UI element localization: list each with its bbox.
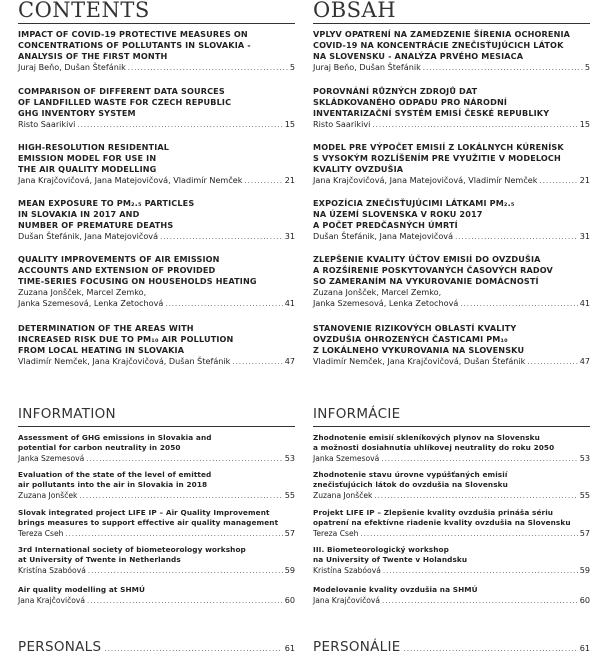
dot-leader: [360, 529, 577, 539]
entry-authors-line: [313, 356, 590, 368]
entry-authors-line: [313, 175, 590, 187]
article-entry[interactable]: [18, 323, 295, 368]
dot-leader: [527, 357, 577, 368]
entry-title-line: znečisťujúcich látok do ovzdušia na Slovensku: [313, 480, 508, 489]
page-number: 53: [284, 453, 295, 463]
entry-authors-line: [313, 453, 590, 464]
entry-authors-line: [313, 62, 590, 74]
dot-leader: [381, 454, 577, 464]
dot-leader: [232, 357, 282, 368]
entry-title: [18, 508, 295, 528]
entry-title-line: INVENTARIZAČNÍ SYSTÉM EMISÍ ČESKÉ REPUBLIKY: [313, 108, 550, 118]
page-number: 31: [284, 231, 295, 241]
entry-authors-line: [18, 62, 295, 74]
entry-title: [313, 433, 590, 453]
page-number: 47: [579, 356, 590, 366]
entry-title-line: potential for carbon neutrality in 2050: [18, 443, 181, 452]
entry-title-line: CONCENTRATIONS OF POLLUTANTS IN SLOVAKIA -: [18, 40, 251, 50]
entry-authors-line: [18, 175, 295, 187]
entry-authors-line: [18, 119, 295, 131]
page-number: 15: [579, 119, 590, 129]
entry-authors: Zuzana Jonšček: [313, 491, 373, 500]
dot-leader: [77, 120, 282, 131]
dot-leader: [79, 491, 282, 501]
entry-authors: Risto Saarikivi: [18, 119, 76, 129]
entry-authors: Janka Szemesová, Lenka Zetochová: [313, 297, 459, 308]
entry-title-line: Evaluation of the state of the level of emitted: [18, 470, 212, 479]
dot-leader: [382, 596, 578, 606]
article-entry[interactable]: [18, 254, 295, 309]
entry-title-line: brings measures to support effective air quality management: [18, 518, 279, 527]
entry-title-line: S VYSOKÝM ROZLÍŠENÍM PRE VYUŽITIE V MODELOCH: [313, 153, 561, 163]
entry-title-line: HIGH-RESOLUTION RESIDENTIAL: [18, 142, 170, 152]
article-entry[interactable]: [18, 29, 295, 74]
entry-authors-line: [18, 595, 295, 606]
contents-title: CONTENTS: [18, 0, 150, 22]
entry-authors: Vladimír Nemček, Jana Krajčovičová, Dušan Štefánik: [18, 356, 231, 366]
page-number: 60: [284, 595, 295, 605]
dot-leader: [404, 645, 577, 653]
title-rule: [18, 23, 295, 24]
entry-authors-line: [313, 231, 590, 243]
entry-title-line: a možnosti dosiahnutia uhlíkovej neutrality do roku 2050: [313, 443, 555, 452]
dot-leader: [539, 176, 577, 187]
page-number: 60: [579, 595, 590, 605]
entry-title-line: DETERMINATION OF THE AREAS WITH: [18, 323, 194, 333]
entry-title-line: OF LANDFILLED WASTE FOR CZECH REPUBLIC: [18, 97, 232, 107]
entry-title-line: GHG INVENTORY SYSTEM: [18, 108, 136, 118]
entry-title-line: Zhodnotenie emisií skleníkových plynov na Slovensku: [313, 433, 540, 442]
entry-title-line: MEAN EXPOSURE TO PM₂.₅ PARTICLES: [18, 198, 195, 208]
article-entry[interactable]: [18, 198, 295, 243]
entry-authors: Dušan Štefánik, Jana Matejovičová: [313, 231, 454, 241]
entry-title-line: Z LOKÁLNEHO VYKUROVANIA NA SLOVENSKU: [313, 345, 525, 355]
entry-title-line: NA ÚZEMÍ SLOVENSKA V ROKU 2017: [313, 209, 483, 219]
entry-authors-line: [313, 119, 590, 131]
entry-title-line: QUALITY IMPROVEMENTS OF AIR EMISSION: [18, 254, 220, 264]
entry-title-line: Projekt LIFE IP – Zlepšenie kvality ovzdušia prináša sériu: [313, 508, 554, 517]
entry-title-line: Slovak integrated project LIFE IP – Air Quality Improvement: [18, 508, 270, 517]
entry-authors: Juraj Beňo, Dušan Štefánik: [18, 62, 126, 72]
entry-title-line: FROM LOCAL HEATING IN SLOVAKIA: [18, 345, 185, 355]
entry-title-line: A ROZŠÍRENIE POSKYTOVANÝCH ČASOVÝCH RADOV: [313, 265, 553, 275]
dot-leader: [244, 176, 282, 187]
dot-leader: [86, 454, 282, 464]
entry-authors: Zuzana Jonšček: [18, 491, 78, 500]
page-number: 41: [284, 297, 295, 308]
info-entry[interactable]: [18, 585, 295, 606]
entry-title-line: Modelovanie kvality ovzdušia na SHMÚ: [313, 585, 478, 594]
title-rule: [313, 23, 590, 24]
info-entry[interactable]: [313, 545, 590, 576]
dot-leader: [374, 491, 577, 501]
entry-title: [313, 198, 590, 231]
page-number: 21: [579, 175, 590, 185]
entry-authors-line: [18, 565, 295, 576]
entry-title-line: opatrení na efektívne riadenie kvality ovzdušia na Slovensku: [313, 518, 571, 527]
entry-title: [18, 29, 295, 62]
page-number: 31: [579, 231, 590, 241]
dot-leader: [165, 299, 282, 310]
entry-authors-line: [18, 490, 295, 501]
entry-title: [18, 198, 295, 231]
entry-title-line: STANOVENIE RIZIKOVÝCH OBLASTÍ KVALITY: [313, 323, 517, 333]
entry-title-line: EXPOZÍCIA ZNEČISŤUJÚCIMI LÁTKAMI PM₂.₅: [313, 198, 515, 208]
entry-title-line: VPLYV OPATRENÍ NA ZAMEDZENIE ŠÍRENIA OCHORENIA: [313, 29, 571, 39]
entry-title: [18, 142, 295, 175]
entry-authors: Jana Krajčovičová: [18, 596, 86, 605]
info-entry[interactable]: [313, 470, 590, 501]
entry-title: [18, 585, 295, 595]
entry-authors: Kristína Szabóová: [313, 566, 381, 575]
personals-label: PERSONALS: [18, 639, 102, 655]
entry-authors-line: [313, 298, 590, 310]
entry-authors-line: [313, 595, 590, 606]
page-number: 57: [579, 528, 590, 538]
entry-title-line: COVID-19 NA KONCENTRÁCIE ZNEČISŤUJÚCICH LÁTOK: [313, 40, 564, 50]
entry-authors: Juraj Beňo, Dušan Štefánik: [313, 62, 421, 72]
entry-title-line: Air quality modelling at SHMÚ: [18, 585, 146, 594]
dot-leader: [88, 566, 283, 576]
entry-title-line: NA SLOVENSKU - ANALÝZA PRVÉHO MESIACA: [313, 51, 524, 61]
entry-title: [18, 433, 295, 453]
dot-leader: [383, 566, 578, 576]
article-entry[interactable]: [313, 323, 590, 368]
page-number: 5: [584, 62, 590, 72]
entry-title-line: IN SLOVAKIA IN 2017 AND: [18, 209, 140, 219]
page-number: 61: [579, 643, 590, 653]
entry-title-line: INCREASED RISK DUE TO PM₁₀ AIR POLLUTION: [18, 334, 234, 344]
info-entry[interactable]: [313, 508, 590, 539]
entry-authors: Jana Krajčovičová, Jana Matejovičová, Vladimír Nemček: [18, 175, 243, 185]
page-number: 55: [579, 490, 590, 500]
page-number: 15: [284, 119, 295, 129]
info-entry[interactable]: [18, 508, 295, 539]
entry-title: [313, 254, 590, 287]
entry-authors-line: [313, 528, 590, 539]
entry-authors-line: [18, 356, 295, 368]
dot-leader: [460, 299, 577, 310]
entry-authors-line: [313, 490, 590, 501]
entry-title-line: TIME-SERIES FOCUSING ON HOUSEHOLDS HEATING: [18, 276, 257, 286]
entry-title-line: ACCOUNTS AND EXTENSION OF PROVIDED: [18, 265, 216, 275]
entry-title-line: Assessment of GHG emissions in Slovakia and: [18, 433, 212, 442]
entry-title-line: SKLÁDKOVANÉHO ODPADU PRO NÁRODNÍ: [313, 97, 508, 107]
page-number: 57: [284, 528, 295, 538]
entry-title: [313, 470, 590, 490]
dot-leader: [128, 63, 288, 74]
article-entry[interactable]: [313, 254, 590, 309]
entry-title: [18, 86, 295, 119]
entry-title-line: MODEL PRE VÝPOČET EMISIÍ Z LOKÁLNYCH KÚRENÍSK: [313, 142, 564, 152]
entry-title-line: IMPACT OF COVID-19 PROTECTIVE MEASURES ON: [18, 29, 248, 39]
entry-title: [313, 545, 590, 565]
entry-title-line: air pollutants into the air in Slovakia in 2018: [18, 480, 208, 489]
entry-title-line: ZLEPŠENIE KVALITY ÚČTOV EMISIÍ DO OVZDUŠIA: [313, 254, 541, 264]
article-entry[interactable]: [18, 142, 295, 187]
entry-authors: Tereza Cseh: [313, 529, 359, 538]
entry-title: [313, 142, 590, 175]
entry-authors: Zuzana Jonšček, Marcel Zemko,: [18, 287, 147, 297]
dot-leader: [65, 529, 282, 539]
entry-title-line: ANALYSIS OF THE FIRST MONTH: [18, 51, 168, 61]
info-entry[interactable]: [18, 545, 295, 576]
entry-title: [18, 323, 295, 356]
entry-title-line: 3rd International society of biometeorology workshop: [18, 545, 246, 554]
entry-authors: Dušan Štefánik, Jana Matejovičová: [18, 231, 159, 241]
article-entry[interactable]: [313, 29, 590, 74]
entry-authors: Kristína Szabóová: [18, 566, 86, 575]
entry-authors-line: [18, 528, 295, 539]
page-number: 61: [284, 643, 295, 653]
entry-title: [313, 585, 590, 595]
entry-authors-line: [313, 565, 590, 576]
dot-leader: [160, 232, 283, 243]
dot-leader: [372, 120, 577, 131]
entry-title-line: NUMBER OF PREMATURE DEATHS: [18, 220, 174, 230]
page-number: 47: [284, 356, 295, 366]
entry-authors-line: [18, 298, 295, 310]
entry-title-line: Zhodnotenie stavu úrovne vypúšťaných emisií: [313, 470, 508, 479]
entry-title-line: KVALITY OVZDUŠIA: [313, 164, 404, 174]
contents-title: OBSAH: [313, 0, 397, 22]
dot-leader: [455, 232, 578, 243]
entry-authors-line: [18, 231, 295, 243]
entry-title-line: EMISSION MODEL FOR USE IN: [18, 153, 157, 163]
entry-title: [18, 470, 295, 490]
information-title: INFORMATION: [18, 406, 116, 422]
page-number: 21: [284, 175, 295, 185]
entry-title: [313, 323, 590, 356]
entry-authors: Jana Krajčovičová: [313, 596, 381, 605]
entry-title: [313, 29, 590, 62]
entry-title-line: A POČET PREDČASNÝCH ÚMRTÍ: [313, 220, 458, 230]
entry-title-line: OVZDUŠIA OHROZENÝCH ČASTICAMI PM₁₀: [313, 334, 508, 344]
personals-entry[interactable]: [18, 639, 295, 655]
page-number: 53: [579, 453, 590, 463]
info-entry[interactable]: [18, 470, 295, 501]
page-number: 5: [289, 62, 295, 72]
personals-entry[interactable]: [313, 639, 590, 655]
entry-authors: Janka Szemesová: [313, 454, 380, 463]
entry-authors: Jana Krajčovičová, Jana Matejovičová, Vladimír Nemček: [313, 175, 538, 185]
entry-title: [18, 545, 295, 565]
dot-leader: [87, 596, 283, 606]
entry-authors-line: [18, 453, 295, 464]
information-title: INFORMÁCIE: [313, 406, 401, 422]
entry-title-line: SO ZAMERANÍM NA VYKUROVANIE DOMÁCNOSTÍ: [313, 276, 539, 286]
entry-authors: Zuzana Jonšček, Marcel Zemko,: [313, 287, 442, 297]
entry-title-line: na University of Twente v Holandsku: [313, 555, 468, 564]
info-entry[interactable]: [313, 433, 590, 464]
entry-authors: Risto Saarikivi: [313, 119, 371, 129]
entry-authors: Janka Szemesová: [18, 454, 85, 463]
page-number: 55: [284, 490, 295, 500]
information-rule: [18, 426, 295, 427]
dot-leader: [423, 63, 583, 74]
information-rule: [313, 426, 590, 427]
entry-authors: Tereza Cseh: [18, 529, 64, 538]
article-entry[interactable]: [313, 198, 590, 243]
entry-title-line: III. Biometeorologický workshop: [313, 545, 449, 554]
entry-title: [18, 254, 295, 287]
entry-title-line: COMPARISON OF DIFFERENT DATA SOURCES: [18, 86, 225, 96]
entry-title: [313, 86, 590, 119]
info-entry[interactable]: [313, 585, 590, 606]
article-entry[interactable]: [18, 86, 295, 131]
info-entry[interactable]: [18, 433, 295, 464]
dot-leader: [104, 645, 281, 653]
article-entry[interactable]: [313, 142, 590, 187]
personals-label: PERSONÁLIE: [313, 639, 401, 655]
entry-title-line: POROVNÁNÍ RŮZNÝCH ZDROJŮ DAT: [313, 86, 478, 96]
article-entry[interactable]: [313, 86, 590, 131]
entry-authors: Janka Szemesová, Lenka Zetochová: [18, 297, 164, 308]
page-number: 59: [284, 565, 295, 575]
entry-title-line: at University of Twente in Netherlands: [18, 555, 181, 564]
entry-title: [313, 508, 590, 528]
page-number: 41: [579, 297, 590, 308]
page-number: 59: [579, 565, 590, 575]
entry-title-line: THE AIR QUALITY MODELLING: [18, 164, 157, 174]
entry-authors: Vladimír Nemček, Jana Krajčovičová, Dušan Štefánik: [313, 356, 526, 366]
